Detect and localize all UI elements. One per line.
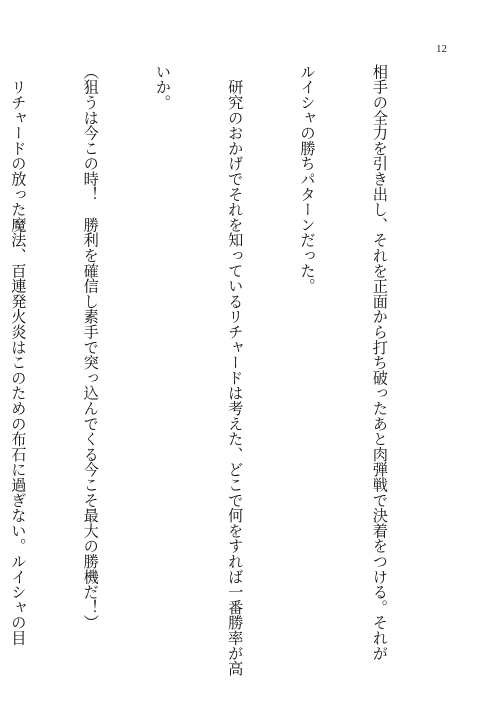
text-line: ルイシャの勝ちパターンだった。 bbox=[298, 64, 317, 294]
page-number: 12 bbox=[436, 43, 447, 55]
text-line: リチャードの放った魔法、百連発火炎はこのための布石に過ぎない。ルイシャの目 bbox=[9, 64, 28, 646]
text-line: いか。 bbox=[153, 64, 172, 110]
text-line: 相手の全力を引き出し、それを正面から打ち破ったあと肉弾戦で決着をつける。それが bbox=[370, 64, 389, 661]
text-line: 研究のおかげでそれを知っているリチャードは考えた、どこで何をすれば一番勝率が高 bbox=[226, 64, 245, 676]
text-line: （狙うは今この時！ 勝利を確信し素手で突っ込んでくる今こそ最大の勝機だ！） bbox=[81, 64, 100, 631]
body-text bbox=[9, 64, 440, 676]
